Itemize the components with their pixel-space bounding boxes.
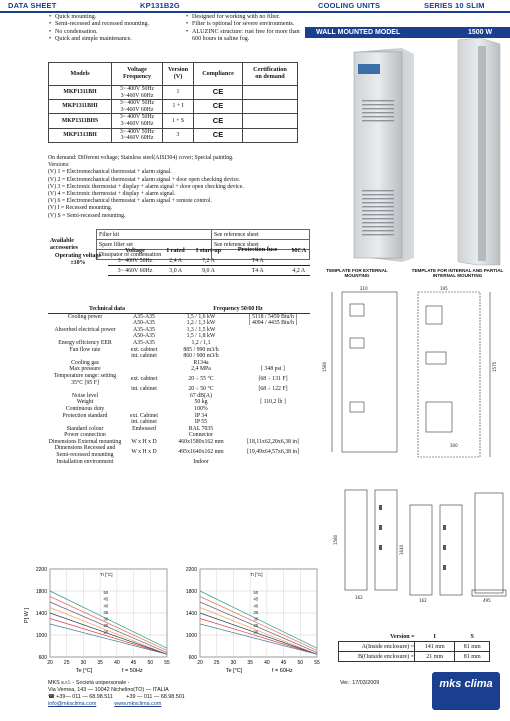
cell: int. cabinet xyxy=(131,419,157,426)
accessory-name: Spare filter set xyxy=(97,240,212,250)
y-axis-label: P[ W ] xyxy=(24,608,30,623)
cell xyxy=(236,419,310,426)
cell: Weight xyxy=(76,399,94,406)
cell: 50 kg xyxy=(194,399,208,406)
cell: IP 55 xyxy=(194,419,208,426)
version-notes xyxy=(48,155,318,220)
voltage-cell: 3~ 400V 50Hz 3~460V 60Hz xyxy=(112,100,163,114)
svg-text:1575: 1575 xyxy=(492,361,497,372)
cell: A35-A35 xyxy=(133,326,155,333)
table-row xyxy=(108,266,310,276)
series-label: 20 xyxy=(103,629,109,635)
svg-text:1640: 1640 xyxy=(399,544,404,555)
version-cell: 1 + I xyxy=(163,100,194,114)
series-label: 45 xyxy=(253,596,259,602)
version-cell: 3 xyxy=(163,128,194,142)
table-row xyxy=(48,445,310,458)
y-tick-label: 1000 xyxy=(35,633,47,639)
series-line xyxy=(200,597,317,651)
ce-mark: CE xyxy=(194,100,243,114)
mount-type: WALL MOUNTED MODEL xyxy=(316,29,401,36)
web-link[interactable]: www.mksclima.com xyxy=(114,701,162,707)
product-photo xyxy=(318,40,508,265)
cell xyxy=(48,320,122,327)
series-label: 25 xyxy=(103,623,109,629)
note-line: On demand: Different voltage; Stainless steel(AISI304) cover; Special painting. xyxy=(48,155,234,161)
col-header: Models xyxy=(49,63,112,86)
col-header: Version (V) xyxy=(163,63,194,86)
ce-mark: CE xyxy=(194,128,243,142)
cell: W x H x D xyxy=(131,438,157,445)
cell xyxy=(236,353,310,360)
cell: [ 5118 / 5459 Btu/h ] xyxy=(248,313,298,320)
tech-header: Frequency 50/60 Hz xyxy=(166,306,310,313)
cell: [68 ÷ 122 F] xyxy=(258,386,288,393)
cell: Installation environment xyxy=(56,458,114,465)
accessory-name: Filter kit xyxy=(97,230,212,240)
cell: 2,4 MPa xyxy=(191,366,211,373)
series: SERIES 10 SLIM xyxy=(424,1,485,10)
cell xyxy=(236,393,310,400)
cell xyxy=(236,406,310,413)
cell: Cooling gas xyxy=(71,359,99,366)
model-code: KP131B2G xyxy=(140,1,180,10)
table-row xyxy=(48,313,310,320)
cell: 885 / 990 m3/h xyxy=(183,346,219,353)
phone: ☎ +39— 011 — 68.98.511 xyxy=(48,694,113,700)
operating-table xyxy=(108,244,310,276)
x-tick-label: 30 xyxy=(80,660,87,666)
cell: 141 mm xyxy=(415,642,455,652)
cell xyxy=(236,340,310,347)
series-label: 40 xyxy=(253,603,259,609)
cell: Protection standard xyxy=(62,412,108,419)
cell xyxy=(48,353,122,360)
note-line: (V) S = Semi-recessed mounting. xyxy=(48,212,126,219)
voltage-cell: 3~ 400V 50Hz 3~460V 60Hz xyxy=(112,86,163,100)
header-rule xyxy=(0,11,510,13)
col-header: I start-up xyxy=(195,246,222,254)
technical-data-table xyxy=(48,306,310,465)
template-external-title: TEMPLATE FOR EXTERNAL MOUNTING xyxy=(326,268,388,278)
x-tick-label: 35 xyxy=(247,660,253,666)
cell: T4 A xyxy=(228,266,288,276)
x-tick-label: 50 xyxy=(297,660,304,666)
series-line xyxy=(50,608,167,655)
series-line xyxy=(50,602,167,653)
series-line xyxy=(200,624,317,654)
x-tick-label: 30 xyxy=(230,660,237,666)
cell: 20 ÷ 55 °C xyxy=(188,376,214,383)
cell xyxy=(122,366,166,373)
cell: Max pressure xyxy=(69,366,101,373)
cell: 460x1580x162 mm xyxy=(178,438,224,445)
ce-mark: CE xyxy=(194,86,243,100)
cell: Standard colour xyxy=(66,425,104,432)
series-line xyxy=(50,616,167,655)
feature: • Filter is optional for severe environments. xyxy=(185,21,310,28)
cell: 2,4 A xyxy=(162,256,189,266)
cell: W x H x D xyxy=(131,448,157,455)
cell xyxy=(122,399,166,406)
cell: 1,2 / 1,3 kW xyxy=(186,320,216,327)
accessories-label: Available accessories xyxy=(50,237,78,251)
cell: Cooling power xyxy=(67,313,103,320)
y-tick-label: 600 xyxy=(38,655,47,661)
footer-info xyxy=(48,680,348,708)
cell: 81 mm xyxy=(455,642,490,652)
series-line xyxy=(200,602,317,653)
legend-title: Ti [°C] xyxy=(100,572,113,577)
cell: R134a xyxy=(193,359,209,366)
table-row xyxy=(48,360,310,367)
cell xyxy=(236,459,310,466)
mounting-templates-drawing xyxy=(322,282,507,462)
series-label: 35 xyxy=(253,609,259,615)
table-row xyxy=(48,413,310,420)
table-row xyxy=(48,393,310,400)
y-tick-label: 2200 xyxy=(185,567,197,573)
cell: Absorbed electrical power xyxy=(54,326,116,333)
svg-text:162: 162 xyxy=(419,598,427,603)
x-tick-label: 40 xyxy=(114,660,120,666)
table-row xyxy=(48,340,310,347)
table-row xyxy=(48,373,310,386)
table-row xyxy=(48,333,310,340)
cell: 3~ 400V 50Hz xyxy=(108,256,162,266)
y-tick-label: 1800 xyxy=(35,589,47,595)
note-line: (V) I = Recessed mounting. xyxy=(48,205,113,212)
cell: [18,11x62,20x6,38 in] xyxy=(247,438,299,445)
series-line xyxy=(50,613,167,654)
cell: Embossed xyxy=(132,425,156,432)
performance-chart-50hz xyxy=(22,565,172,675)
cell: 21 mm xyxy=(415,652,455,662)
series-label: 40 xyxy=(103,603,109,609)
cell xyxy=(122,459,166,466)
feature: • Designed for working with no filter. xyxy=(185,14,310,21)
table-row xyxy=(48,353,310,360)
cell: 3,0 A xyxy=(162,266,189,276)
feature: • No condensation. xyxy=(48,29,183,36)
model-name: MKP1311BHI xyxy=(49,100,112,114)
cell: ext. Cabinet xyxy=(129,412,158,419)
cert-cell xyxy=(243,86,298,100)
table-row xyxy=(48,459,310,466)
cell: A50-A35 xyxy=(133,333,155,340)
note-line: (V) 4 = Electronic thermostat + display + alarm signal. xyxy=(48,191,176,198)
cell: int. cabinet xyxy=(131,386,157,393)
note-line: (V) 2 = Electromechanical thermostat + alarm signal + door open checking device. xyxy=(48,176,241,183)
cell: Indoor xyxy=(193,458,209,465)
x-tick-label: 55 xyxy=(314,660,320,666)
col-header: Version = xyxy=(390,633,415,640)
model-name: MKP1311BH xyxy=(49,86,112,100)
x-tick-label: 35 xyxy=(97,660,103,666)
note-line: Versions: xyxy=(48,162,70,169)
accessory-name: Dissipator of condensation xyxy=(97,250,212,260)
feature: • Semi-recessed and recessed mounting. xyxy=(48,21,183,28)
cabinet-section-drawings xyxy=(335,485,507,605)
series-line xyxy=(50,591,167,648)
svg-text:1580: 1580 xyxy=(333,534,338,545)
svg-text:300: 300 xyxy=(450,443,458,448)
cell: Dimensions Recessed and Semi-recessed mounting xyxy=(54,445,116,459)
series-label: 30 xyxy=(253,616,259,622)
accessory-ref: See reference sheet xyxy=(212,230,310,240)
operating-voltage-label: Operating voltage ±10% xyxy=(54,253,102,266)
cell: 1,5 / 1,6 kW xyxy=(186,313,216,320)
table-row xyxy=(339,652,490,662)
series-label: 30 xyxy=(103,616,109,622)
table-row xyxy=(48,432,310,439)
cell: 67 dB(A) xyxy=(189,392,213,399)
cell xyxy=(48,419,122,426)
cell: IP 34 xyxy=(194,412,208,419)
svg-text:495: 495 xyxy=(483,598,491,603)
frequency-label: f = 50Hz xyxy=(122,668,143,674)
x-tick-label: 20 xyxy=(197,660,203,666)
cell xyxy=(236,413,310,420)
version-date: Ver.: 17/03/2009 xyxy=(340,680,380,686)
performance-chart-60hz xyxy=(172,565,322,675)
features-left xyxy=(48,14,183,44)
cell xyxy=(236,426,310,433)
table-row xyxy=(48,320,310,327)
cell: 860 / 900 m3/h xyxy=(183,353,219,360)
cell: Connector xyxy=(188,432,214,439)
cell: RAL 7035 xyxy=(188,425,214,432)
col-header: Compliance xyxy=(194,63,243,86)
cell: ext. cabinet xyxy=(130,346,158,353)
table-row xyxy=(48,426,310,433)
cell: 20 ÷ 50 °C xyxy=(188,386,214,393)
cell: 7,2 A xyxy=(189,256,227,266)
cell: A(Inside enclosure) = xyxy=(339,642,415,652)
svg-text:162: 162 xyxy=(355,595,363,600)
cell xyxy=(236,360,310,367)
col-header: MCA xyxy=(291,246,307,254)
note-line: (V) 3 = Electronic thermostat + display + alarm signal + door open checking device. xyxy=(48,183,244,190)
col-header: Voltage xyxy=(125,246,145,254)
cell: [ 348 psi ] xyxy=(261,366,285,373)
feature: • Quick and simple maintenance. xyxy=(48,36,183,43)
x-tick-label: 25 xyxy=(213,660,220,666)
ce-mark: CE xyxy=(194,114,243,128)
table-row xyxy=(108,256,310,266)
cell: [ 110,2 lb ] xyxy=(260,399,286,406)
series-line xyxy=(200,591,317,648)
col-header: I xyxy=(433,633,436,640)
svg-text:1580: 1580 xyxy=(322,361,327,372)
voltage-cell: 3~ 400V 50Hz 3~460V 60Hz xyxy=(112,114,163,128)
cell xyxy=(236,347,310,354)
x-tick-label: 45 xyxy=(130,660,137,666)
cert-cell xyxy=(243,128,298,142)
table-row xyxy=(48,399,310,406)
company-address: Via Vernea, 143 — 10042 Nichelino(TO) — ITALIA xyxy=(48,687,169,693)
series-line xyxy=(50,597,167,651)
cell: 81 mm xyxy=(455,652,490,662)
cell: 9,0 A xyxy=(189,266,227,276)
cell: 495x1640x162 mm xyxy=(178,448,224,455)
series-label: 20 xyxy=(253,629,259,635)
cell: Power connection xyxy=(64,432,106,439)
cell xyxy=(122,360,166,367)
series-label: 45 xyxy=(103,596,109,602)
cell xyxy=(288,256,310,266)
series-line xyxy=(200,616,317,655)
y-tick-label: 1400 xyxy=(35,611,47,617)
cell xyxy=(236,327,310,334)
series-label: 50 xyxy=(103,590,109,596)
table-row xyxy=(48,386,310,393)
y-tick-label: 1000 xyxy=(185,633,197,639)
y-tick-label: 1800 xyxy=(185,589,197,595)
note-line: (V) 6 = Electromechanical thermostat + alarm signal + remote control. xyxy=(48,198,212,205)
x-axis-label: Te [°C] xyxy=(225,668,243,674)
x-tick-label: 40 xyxy=(264,660,270,666)
tech-header: Technical data xyxy=(48,306,166,313)
cell: int. cabinet xyxy=(131,353,157,360)
table-row xyxy=(48,366,310,373)
cell: A35-A35 xyxy=(133,339,155,346)
svg-text:195: 195 xyxy=(440,286,448,291)
cell: B(Outside enclosure) = xyxy=(339,652,415,662)
series-line xyxy=(200,613,317,654)
cell: 4,2 A xyxy=(288,266,310,276)
doc-type: DATA SHEET xyxy=(8,1,57,10)
col-header: Certification on demand xyxy=(243,63,298,86)
cell: A35-A35 xyxy=(133,313,155,320)
y-tick-label: 600 xyxy=(188,655,197,661)
cell: [19,49x64,57x6,38 in] xyxy=(247,448,299,455)
table-row xyxy=(49,100,298,114)
x-axis-label: Te [°C] xyxy=(75,668,93,674)
cell: 1,2 / 1,1 xyxy=(191,339,211,346)
table-row xyxy=(49,86,298,100)
table-row xyxy=(48,439,310,446)
table-row xyxy=(48,419,310,426)
cell: [68 ÷ 131 F] xyxy=(258,376,288,383)
y-tick-label: 2200 xyxy=(35,567,47,573)
table-row xyxy=(48,327,310,334)
series-label: 50 xyxy=(253,590,259,596)
col-header: S xyxy=(470,633,474,640)
x-tick-label: 45 xyxy=(280,660,287,666)
cell: Temperature range: setting 35°C [95 F] xyxy=(53,372,117,386)
models-table xyxy=(48,62,298,143)
cell: 3~ 460V 60Hz xyxy=(108,266,162,276)
cell: 100% xyxy=(194,405,208,412)
table-row xyxy=(48,406,310,413)
cell: Energy efficiency EER xyxy=(58,339,112,346)
col-header: I rated xyxy=(166,246,185,254)
x-tick-label: 55 xyxy=(164,660,170,666)
table-row xyxy=(48,347,310,354)
cell: A50-A35 xyxy=(133,320,155,327)
cell: Fan flow rate xyxy=(69,346,101,353)
feature: • Quick mounting. xyxy=(48,14,183,21)
company-name: MKS s.r.l. - Società unipersonale - xyxy=(48,680,130,686)
cell: [ 4094 / 4435 Btu/h ] xyxy=(248,320,298,327)
fax: +39 — 011 — 68.98.501 xyxy=(126,694,185,700)
series-line xyxy=(200,608,317,655)
cell xyxy=(122,393,166,400)
template-internal-title: TEMPLATE FOR INTERNAL AND PARTIAL INTERNAL MOUNTING xyxy=(411,268,504,278)
cell: 1,5 / 1,8 kW xyxy=(186,333,216,340)
cell: Continuous duty xyxy=(65,405,105,412)
frequency-label: f = 60Hz xyxy=(272,668,293,674)
power-rating: 1500 W xyxy=(468,29,493,36)
features-right xyxy=(185,14,310,44)
version-cell: 1 xyxy=(163,86,194,100)
cert-cell xyxy=(243,114,298,128)
category: COOLING UNITS xyxy=(318,1,381,10)
legend-title: Ti [°C] xyxy=(250,572,263,577)
table-row xyxy=(49,114,298,128)
email-link[interactable]: info@mksclima.com xyxy=(48,701,97,707)
series-label: 25 xyxy=(253,623,259,629)
cell xyxy=(236,333,310,340)
feature: • ALUZINC structure: rust free for more than 600 hours in saline fog. xyxy=(185,29,310,44)
x-tick-label: 25 xyxy=(63,660,70,666)
version-table xyxy=(338,632,490,662)
cell: T4 A xyxy=(228,256,288,266)
cell xyxy=(48,333,122,340)
x-tick-label: 50 xyxy=(147,660,154,666)
cell: Noise level xyxy=(71,392,99,399)
y-tick-label: 1400 xyxy=(185,611,197,617)
cell: 1,3 / 1,5 kW xyxy=(186,326,216,333)
cell: Dimensions External mounting xyxy=(48,438,122,445)
series-line xyxy=(50,624,167,654)
cell xyxy=(122,406,166,413)
col-header: Protection fuse xyxy=(237,246,278,253)
version-cell: 1 + S xyxy=(163,114,194,128)
col-header: Voltage Frequency xyxy=(112,63,163,86)
cell xyxy=(236,432,310,439)
table-row xyxy=(339,642,490,652)
cert-cell xyxy=(243,100,298,114)
company-logo: mks clima xyxy=(432,672,500,710)
cell: ext. cabinet xyxy=(130,376,158,383)
voltage-cell: 3~ 400V 50Hz 3~460V 60Hz xyxy=(112,128,163,142)
cell xyxy=(48,386,122,393)
x-tick-label: 20 xyxy=(47,660,53,666)
model-name: MKP1313BH xyxy=(49,128,112,142)
note-line: (V) 1 = Electromechanical thermostat + alarm signal. xyxy=(48,169,172,176)
accessory-ref: See reference sheet xyxy=(212,240,310,250)
cell xyxy=(122,432,166,439)
table-row xyxy=(49,128,298,142)
series-label: 35 xyxy=(103,609,109,615)
model-name: MKP1311BHS xyxy=(49,114,112,128)
svg-text:210: 210 xyxy=(360,286,368,291)
